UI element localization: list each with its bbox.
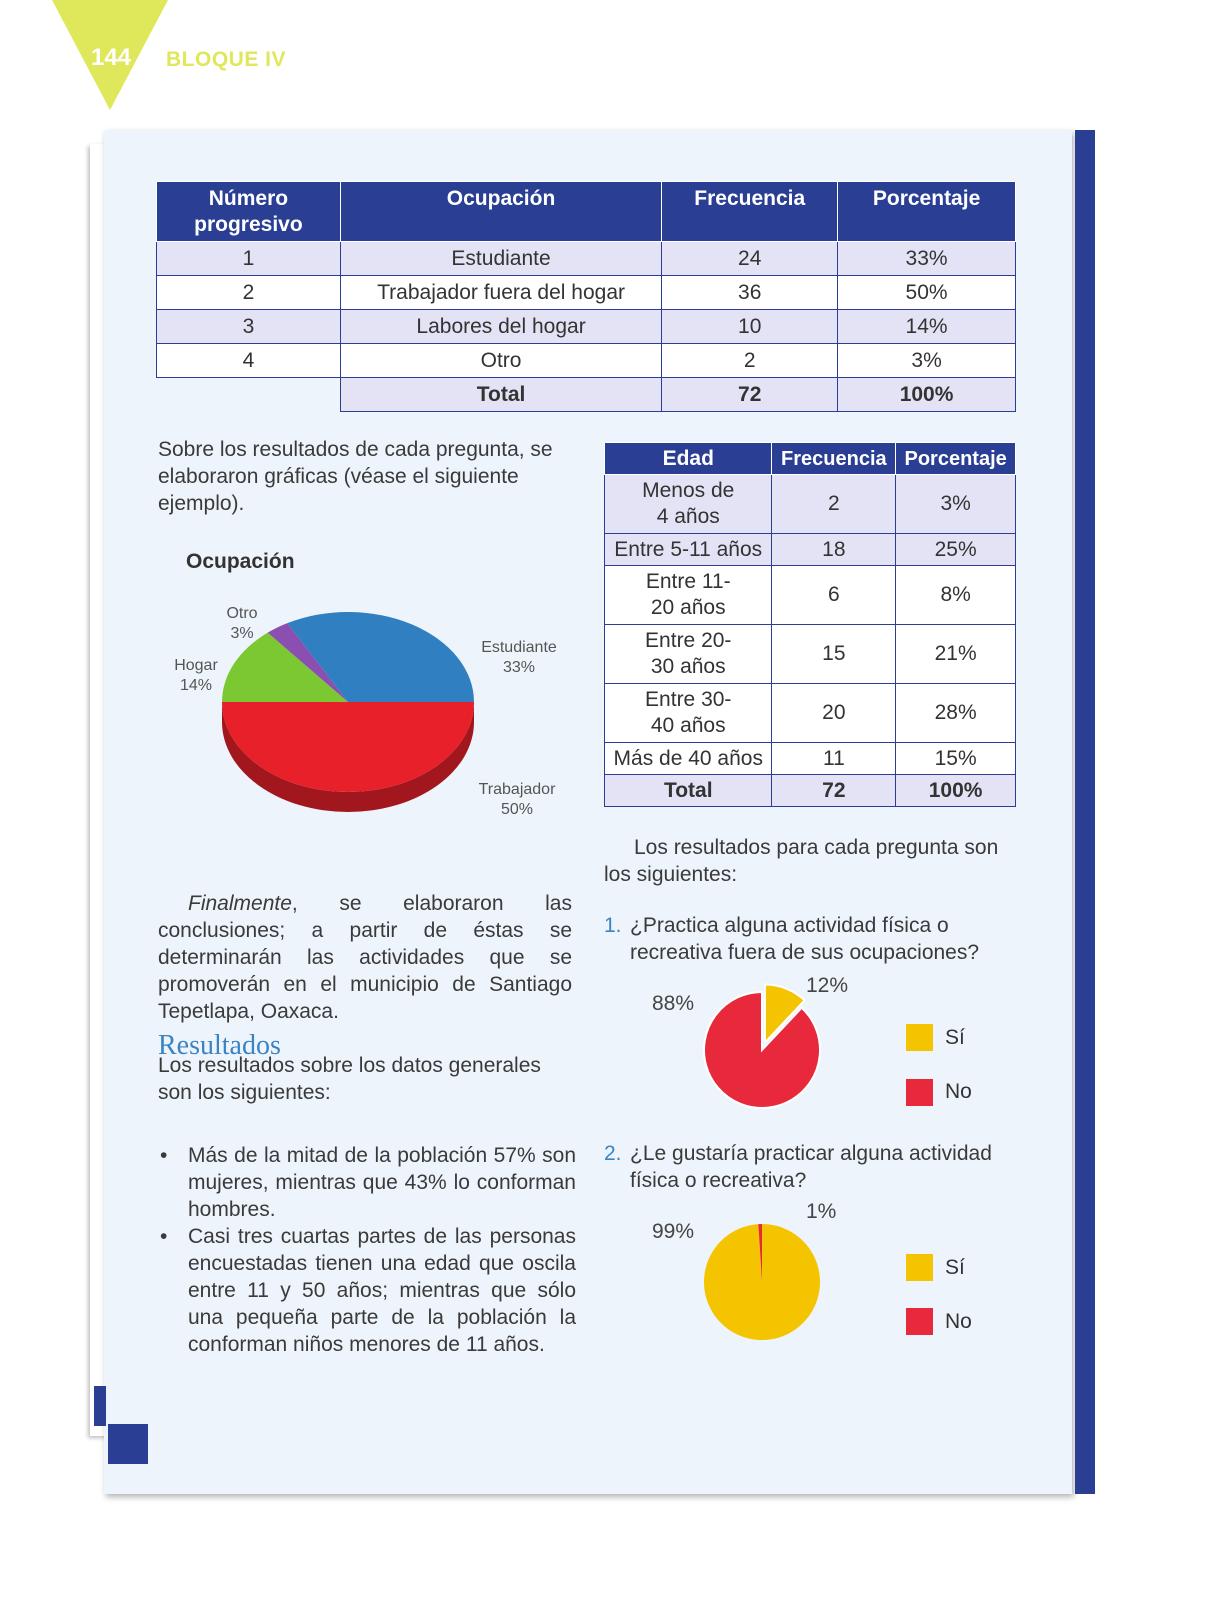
q2-legend-no-swatch	[906, 1308, 933, 1335]
age-header-frequency: Frecuencia	[772, 443, 896, 475]
question-1	[604, 912, 1016, 966]
resultados-intro: Los resultados sobre los datos generales son los siguientes:	[158, 1054, 541, 1104]
pie-label-estudiante: Estudiante 33%	[481, 639, 557, 676]
cell: 20	[772, 684, 896, 743]
q1-pct-no: 88%	[652, 992, 695, 1015]
intro-paragraph: Sobre los resultados de cada pregunta, se elaboraron gráficas (véase el siguiente ejemplo).	[158, 438, 553, 515]
cell: 3%	[896, 475, 1016, 534]
cell: 15	[772, 625, 896, 684]
pie-slice-no	[704, 992, 820, 1108]
cell: 3%	[838, 344, 1016, 378]
cell: 6	[772, 566, 896, 625]
q2-pct-si: 99%	[652, 1220, 695, 1243]
cell: 11	[772, 743, 896, 775]
cell: Más de 40 años	[605, 743, 772, 775]
cell: 50%	[838, 276, 1016, 310]
occupation-header-percentage: Porcentaje	[838, 182, 1016, 242]
cell: Entre 30-40 años	[605, 684, 772, 743]
section-title: BLOQUE IV	[166, 48, 287, 71]
page-number: 144	[90, 44, 132, 71]
question-number: 1.	[604, 914, 622, 937]
occupation-header-occupation: Ocupación	[340, 182, 661, 242]
table-row	[157, 310, 1016, 344]
cell: 2	[772, 475, 896, 534]
conclusion-text: , se elaboraron las conclusiones; a partir de éstas se determinarán las actividades que se promoverán en el municipio de Santiago Tepetlapa, Oaxaca.	[158, 892, 572, 1023]
table-row	[605, 534, 1016, 566]
pie-label-hogar: Hogar 14%	[174, 657, 218, 694]
results-intro: Los resultados para cada pregunta son los siguientes:	[604, 836, 999, 886]
cell: 72	[772, 775, 896, 807]
list-item: • Más de la mitad de la población 57% son mujeres, mientras que 43% lo conforman hombres.	[158, 1142, 576, 1223]
chart-title: Ocupación	[186, 550, 295, 573]
total-row	[157, 378, 1016, 412]
q1-legend-no-swatch	[906, 1079, 933, 1106]
q1-legend-si-swatch	[906, 1024, 933, 1051]
table-row	[157, 276, 1016, 310]
cell: 2	[157, 276, 341, 310]
table-row	[157, 344, 1016, 378]
cell: Labores del hogar	[340, 310, 661, 344]
table-row	[605, 684, 1016, 743]
results-bullet-list	[158, 1142, 576, 1358]
corner-square	[108, 1424, 148, 1464]
right-edge-bar	[1075, 130, 1095, 1494]
question-number: 2.	[604, 1142, 622, 1165]
table-row	[157, 242, 1016, 276]
corner-strip	[94, 1386, 106, 1426]
cell: 100%	[896, 775, 1016, 807]
occupation-header-number: Número progresivo	[157, 182, 341, 242]
q2-pct-no: 1%	[806, 1200, 837, 1223]
cell: 15%	[896, 743, 1016, 775]
occupation-table	[156, 181, 1016, 412]
cell: 21%	[896, 625, 1016, 684]
cell: 33%	[838, 242, 1016, 276]
cell: 18	[772, 534, 896, 566]
conclusion-paragraph	[158, 890, 572, 1025]
cell: Total	[340, 378, 661, 412]
age-table	[604, 442, 1016, 807]
list-item: • Casi tres cuartas partes de las personas encuestadas tienen una edad que oscila entre 11 y 50 años; mientras que sólo una pequeña parte de la población la conforman niños menores de 11 años.	[158, 1223, 576, 1358]
age-header-edad: Edad	[605, 443, 772, 475]
occupation-header-frequency: Frecuencia	[662, 182, 838, 242]
cell: 3	[157, 310, 341, 344]
cell: 72	[662, 378, 838, 412]
cell: 100%	[838, 378, 1016, 412]
q1-pct-si: 12%	[806, 974, 849, 997]
pie-label-otro: Otro 3%	[226, 605, 258, 642]
cell: Otro	[340, 344, 661, 378]
q2-legend-si: Sí	[945, 1256, 965, 1279]
question-text: ¿Le gustaría practicar alguna actividad física o recreativa?	[630, 1142, 992, 1192]
table-row	[605, 475, 1016, 534]
table-row	[605, 625, 1016, 684]
cell: 8%	[896, 566, 1016, 625]
q2-pie-chart	[692, 1212, 832, 1352]
cell: 25%	[896, 534, 1016, 566]
cell: 36	[662, 276, 838, 310]
q1-legend-si: Sí	[945, 1026, 965, 1049]
question-text: ¿Practica alguna actividad física o recreativa fuera de sus ocupaciones?	[630, 914, 980, 964]
resultados-heading: Resultados	[158, 1030, 281, 1061]
question-2	[604, 1140, 1016, 1194]
cell: 24	[662, 242, 838, 276]
cell: 4	[157, 344, 341, 378]
age-header-percentage: Porcentaje	[896, 443, 1016, 475]
cell: 2	[662, 344, 838, 378]
cell: Trabajador fuera del hogar	[340, 276, 661, 310]
conclusion-italic: Finalmente	[188, 892, 292, 915]
cell: 1	[157, 242, 341, 276]
cell: Estudiante	[340, 242, 661, 276]
cell: Menos de 4 años	[605, 475, 772, 534]
cell: Entre 5-11 años	[605, 534, 772, 566]
q1-legend-no: No	[945, 1080, 972, 1103]
table-row	[605, 743, 1016, 775]
table-row	[605, 566, 1016, 625]
pie-label-trabajador: Trabajador 50%	[478, 781, 556, 818]
q1-pie-chart	[692, 980, 832, 1120]
q2-legend-si-swatch	[906, 1254, 933, 1281]
cell: 14%	[838, 310, 1016, 344]
cell: 28%	[896, 684, 1016, 743]
total-row	[605, 775, 1016, 807]
cell: Total	[605, 775, 772, 807]
q2-legend-no: No	[945, 1310, 972, 1333]
cell: Entre 20-30 años	[605, 625, 772, 684]
blank-cell	[157, 378, 341, 412]
cell: 10	[662, 310, 838, 344]
cell: Entre 11-20 años	[605, 566, 772, 625]
